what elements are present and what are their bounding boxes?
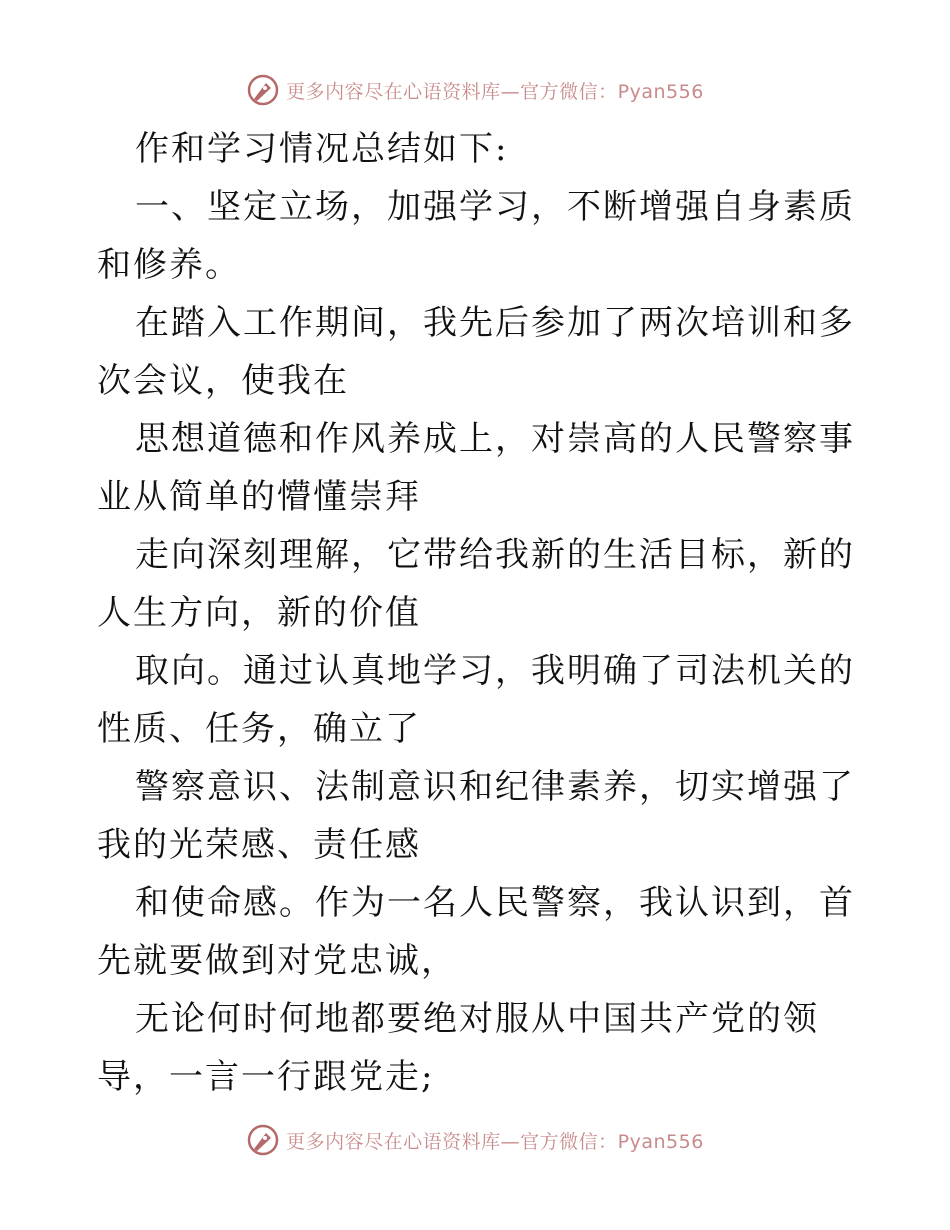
paragraph: 一、坚定立场，加强学习，不断增强自身素质和修养。	[97, 187, 855, 285]
pen-nib-circle-icon	[246, 73, 280, 107]
watermark-text: 更多内容尽在心语资料库—官方微信：Pyan556	[286, 80, 704, 103]
paragraph: 思想道德和作风养成上，对崇高的人民警察事业从简单的懵懂崇拜	[97, 419, 855, 517]
document-body	[97, 120, 857, 1106]
paragraph: 无论何时何地都要绝对服从中国共产党的领导，一言一行跟党走;	[97, 999, 819, 1097]
header-watermark	[0, 70, 950, 110]
paragraph: 走向深刻理解，它带给我新的生活目标，新的人生方向，新的价值	[97, 535, 855, 633]
watermark-text: 更多内容尽在心语资料库—官方微信：Pyan556	[286, 1130, 704, 1153]
paragraph: 在踏入工作期间，我先后参加了两次培训和多次会议，使我在	[97, 303, 855, 401]
footer-watermark	[0, 1120, 950, 1160]
paragraph: 取向。通过认真地学习，我明确了司法机关的性质、任务，确立了	[97, 651, 855, 749]
paragraph: 警察意识、法制意识和纪律素养，切实增强了我的光荣感、责任感	[97, 767, 855, 865]
pen-nib-circle-icon	[246, 1123, 280, 1157]
paragraph: 和使命感。作为一名人民警察，我认识到，首先就要做到对党忠诚，	[97, 883, 855, 981]
paragraph: 作和学习情况总结如下:	[135, 129, 509, 169]
